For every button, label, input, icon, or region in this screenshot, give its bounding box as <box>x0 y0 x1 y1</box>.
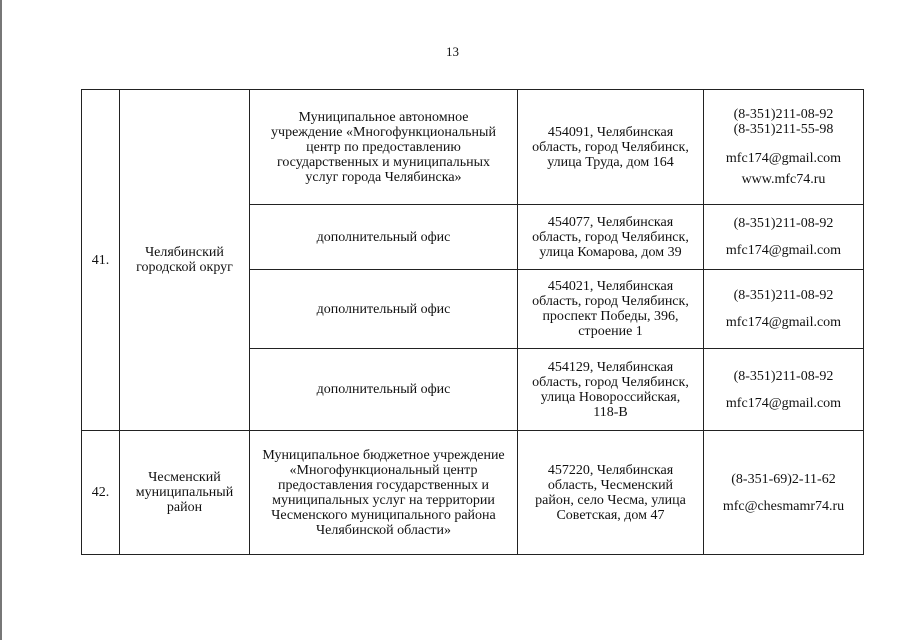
phone-number: (8-351)211-55-98 <box>733 122 834 137</box>
office-name-cell <box>250 349 518 431</box>
address-line: проспект Победы, 396, <box>542 309 679 324</box>
office-name-line: центр по предоставлению <box>306 139 461 155</box>
office-name-line: дополнительный офис <box>316 382 451 397</box>
row-number: 41. <box>82 90 120 431</box>
municipality-line: Чесменский <box>148 470 221 485</box>
contacts-cell <box>704 270 864 349</box>
address-line: строение 1 <box>578 324 643 339</box>
municipality-cell <box>120 431 250 555</box>
office-name-line: Чесменского муниципального района <box>271 507 496 523</box>
page-number: 13 <box>446 44 459 59</box>
email-address: mfc174@gmail.com <box>725 315 842 330</box>
municipality-cell <box>120 90 250 431</box>
address-line: область, город Челябинск, <box>532 229 689 245</box>
municipality-line: район <box>166 500 203 515</box>
office-name-line: услуг города Челябинска» <box>305 169 462 185</box>
office-name-line: муниципальных услуг на территории <box>272 492 495 508</box>
phone-number: (8-351-69)2-11-62 <box>731 471 836 487</box>
table-row <box>82 90 864 205</box>
contacts-cell <box>704 431 864 555</box>
address-cell <box>518 431 704 555</box>
website-address: www.mfc74.ru <box>741 172 826 187</box>
address-line: область, Чесменский <box>547 477 674 493</box>
office-name-line: дополнительный офис <box>316 229 451 245</box>
email-address: mfc@chesmamr74.ru <box>722 498 845 514</box>
address-cell <box>518 270 704 349</box>
address-line: улица Труда, дом 164 <box>547 154 674 170</box>
address-cell <box>518 90 704 205</box>
email-address: mfc174@gmail.com <box>725 395 842 411</box>
office-name-cell <box>250 205 518 270</box>
office-name-line: «Многофункциональный центр <box>289 462 478 478</box>
page-edge-line <box>0 0 2 640</box>
phone-number: (8-351)211-08-92 <box>733 288 834 303</box>
address-line: улица Новороссийская, <box>540 389 681 405</box>
phone-number: (8-351)211-08-92 <box>733 216 834 231</box>
municipality-line: городской округ <box>136 260 233 275</box>
office-name-line: Муниципальное автономное <box>298 109 469 125</box>
mfc-registry-table <box>81 89 864 555</box>
municipality-line: муниципальный <box>135 485 234 500</box>
phone-number: (8-351)211-08-92 <box>733 107 834 122</box>
office-name-cell <box>250 270 518 349</box>
municipality-line: Челябинский <box>145 245 224 260</box>
address-line: Советская, дом 47 <box>556 507 665 523</box>
table-row <box>82 431 864 555</box>
address-line: 457220, Челябинская <box>547 462 674 478</box>
office-name-line: предоставления государственных и <box>278 477 489 493</box>
row-number: 42. <box>82 431 120 555</box>
contacts-cell <box>704 349 864 431</box>
address-line: 454091, Челябинская <box>547 124 674 140</box>
address-cell <box>518 205 704 270</box>
office-name-line: дополнительный офис <box>316 301 451 317</box>
office-name-cell <box>250 90 518 205</box>
address-line: 454021, Челябинская <box>547 279 674 294</box>
address-line: 454077, Челябинская <box>547 214 674 230</box>
address-line: 454129, Челябинская <box>547 359 674 375</box>
office-name-line: Муниципальное бюджетное учреждение <box>262 447 505 463</box>
contacts-cell <box>704 205 864 270</box>
email-address: mfc174@gmail.com <box>725 243 842 258</box>
phone-number: (8-351)211-08-92 <box>733 368 834 384</box>
office-name-cell <box>250 431 518 555</box>
email-address: mfc174@gmail.com <box>725 151 842 166</box>
address-cell <box>518 349 704 431</box>
address-line: 118-В <box>593 404 628 420</box>
office-name-line: учреждение «Многофункциональный <box>271 124 496 140</box>
address-line: область, город Челябинск, <box>532 374 689 390</box>
contacts-cell <box>704 90 864 205</box>
office-name-line: Челябинской области» <box>316 522 451 538</box>
address-line: район, село Чесма, улица <box>535 492 686 508</box>
address-line: улица Комарова, дом 39 <box>539 244 682 260</box>
address-line: область, город Челябинск, <box>532 139 689 155</box>
office-name-line: государственных и муниципальных <box>276 154 491 170</box>
address-line: область, город Челябинск, <box>532 294 689 309</box>
